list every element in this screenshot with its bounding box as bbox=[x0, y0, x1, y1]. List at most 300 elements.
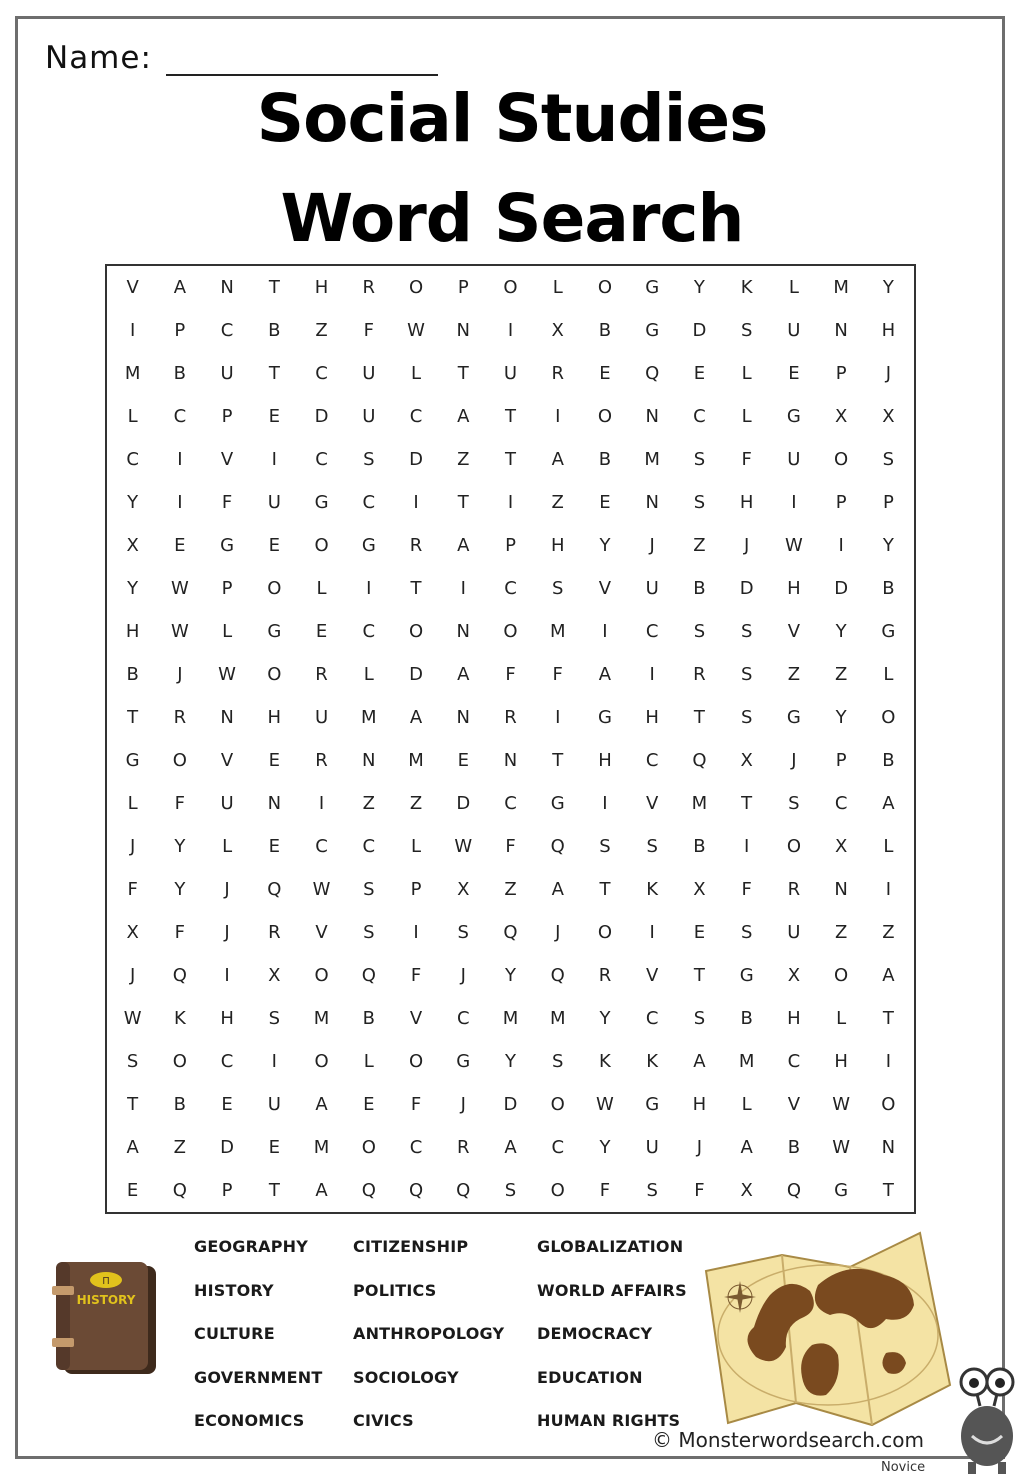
grid-letter[interactable]: L bbox=[222, 621, 233, 642]
grid-letter[interactable]: O bbox=[408, 621, 424, 642]
grid-letter[interactable]: O bbox=[172, 1051, 187, 1072]
grid-letter[interactable]: M bbox=[124, 363, 141, 384]
grid-letter[interactable]: B bbox=[598, 320, 612, 341]
grid-letter[interactable]: O bbox=[408, 1051, 424, 1072]
grid-letter[interactable]: N bbox=[456, 621, 470, 642]
grid-letter[interactable]: G bbox=[739, 965, 754, 986]
grid-letter[interactable]: R bbox=[362, 277, 376, 298]
grid-letter[interactable]: F bbox=[221, 492, 233, 513]
grid-letter[interactable]: R bbox=[598, 965, 612, 986]
grid-letter[interactable]: Y bbox=[504, 1051, 516, 1072]
grid-letter[interactable]: G bbox=[361, 535, 376, 556]
grid-letter[interactable]: D bbox=[409, 449, 423, 470]
grid-letter[interactable]: G bbox=[125, 750, 140, 771]
grid-letter[interactable]: E bbox=[221, 1094, 233, 1115]
grid-letter[interactable]: J bbox=[649, 535, 655, 556]
grid-letter[interactable]: B bbox=[268, 320, 281, 341]
grid-letter[interactable]: O bbox=[314, 965, 329, 986]
grid-letter[interactable]: Z bbox=[882, 922, 895, 943]
grid-letter[interactable]: H bbox=[645, 707, 659, 728]
grid-letter[interactable]: Y bbox=[127, 578, 139, 599]
grid-letter[interactable]: A bbox=[457, 664, 470, 685]
grid-letter[interactable]: U bbox=[220, 363, 234, 384]
grid-letter[interactable]: I bbox=[744, 836, 750, 857]
grid-letter[interactable]: T bbox=[599, 879, 611, 900]
grid-letter[interactable]: G bbox=[645, 320, 660, 341]
grid-letter[interactable]: W bbox=[170, 621, 189, 642]
grid-letter[interactable]: A bbox=[740, 1137, 753, 1158]
grid-letter[interactable]: A bbox=[882, 965, 895, 986]
grid-letter[interactable]: W bbox=[123, 1008, 142, 1029]
grid-letter[interactable]: P bbox=[221, 406, 233, 427]
grid-letter[interactable]: Z bbox=[457, 449, 470, 470]
grid-letter[interactable]: I bbox=[649, 664, 655, 685]
grid-letter[interactable]: A bbox=[173, 277, 187, 298]
grid-letter[interactable]: F bbox=[174, 793, 186, 814]
grid-letter[interactable]: S bbox=[740, 707, 753, 728]
grid-letter[interactable]: I bbox=[602, 793, 608, 814]
grid-letter[interactable]: U bbox=[645, 578, 659, 599]
grid-letter[interactable]: E bbox=[693, 922, 706, 943]
grid-letter[interactable]: N bbox=[456, 320, 470, 341]
grid-letter[interactable]: X bbox=[834, 406, 848, 427]
grid-letter[interactable]: L bbox=[316, 578, 327, 599]
grid-letter[interactable]: N bbox=[220, 707, 234, 728]
grid-letter[interactable]: H bbox=[787, 1008, 801, 1029]
grid-letter[interactable]: T bbox=[504, 406, 516, 427]
grid-letter[interactable]: Z bbox=[362, 793, 375, 814]
grid-letter[interactable]: Q bbox=[361, 965, 376, 986]
grid-letter[interactable]: G bbox=[834, 1180, 849, 1201]
grid-letter[interactable]: M bbox=[313, 1137, 330, 1158]
grid-letter[interactable]: W bbox=[312, 879, 331, 900]
grid-letter[interactable]: V bbox=[126, 277, 139, 298]
grid-letter[interactable]: D bbox=[692, 320, 707, 341]
grid-letter[interactable]: T bbox=[268, 1180, 280, 1201]
grid-letter[interactable]: U bbox=[645, 1137, 659, 1158]
grid-letter[interactable]: G bbox=[456, 1051, 471, 1072]
grid-letter[interactable]: H bbox=[787, 578, 801, 599]
grid-letter[interactable]: B bbox=[740, 1008, 753, 1029]
grid-letter[interactable]: B bbox=[693, 578, 706, 599]
grid-letter[interactable]: S bbox=[363, 449, 375, 470]
grid-letter[interactable]: Z bbox=[787, 664, 801, 685]
grid-letter[interactable]: T bbox=[268, 277, 280, 298]
grid-letter[interactable]: X bbox=[740, 1180, 753, 1201]
grid-letter[interactable]: J bbox=[555, 922, 561, 943]
grid-letter[interactable]: I bbox=[366, 578, 372, 599]
grid-letter[interactable]: F bbox=[410, 1094, 422, 1115]
grid-letter[interactable]: M bbox=[549, 1008, 566, 1029]
grid-letter[interactable]: R bbox=[504, 707, 517, 728]
grid-letter[interactable]: S bbox=[693, 492, 706, 513]
grid-letter[interactable]: C bbox=[645, 621, 659, 642]
grid-letter[interactable]: M bbox=[313, 1008, 330, 1029]
grid-letter[interactable]: I bbox=[177, 449, 183, 470]
grid-letter[interactable]: E bbox=[268, 836, 280, 857]
grid-letter[interactable]: O bbox=[597, 922, 613, 943]
name-write-line[interactable] bbox=[166, 74, 438, 76]
grid-letter[interactable]: Y bbox=[599, 535, 611, 556]
grid-letter[interactable]: V bbox=[598, 578, 612, 599]
grid-letter[interactable]: I bbox=[271, 1051, 277, 1072]
grid-letter[interactable]: X bbox=[787, 965, 801, 986]
grid-letter[interactable]: E bbox=[599, 492, 611, 513]
grid-letter[interactable]: I bbox=[129, 320, 136, 341]
grid-letter[interactable]: Z bbox=[173, 1137, 187, 1158]
grid-letter[interactable]: L bbox=[788, 277, 799, 298]
grid-letter[interactable]: L bbox=[127, 793, 138, 814]
grid-letter[interactable]: B bbox=[126, 664, 139, 685]
grid-letter[interactable]: T bbox=[504, 449, 516, 470]
grid-letter[interactable]: M bbox=[408, 750, 424, 771]
grid-letter[interactable]: S bbox=[882, 449, 895, 470]
grid-letter[interactable]: I bbox=[460, 578, 466, 599]
grid-letter[interactable]: U bbox=[787, 449, 801, 470]
grid-letter[interactable]: O bbox=[550, 1180, 565, 1201]
grid-letter[interactable]: C bbox=[126, 449, 139, 470]
grid-letter[interactable]: C bbox=[315, 836, 328, 857]
grid-letter[interactable]: U bbox=[314, 707, 329, 728]
grid-letter[interactable]: B bbox=[598, 449, 612, 470]
grid-letter[interactable]: D bbox=[220, 1137, 235, 1158]
grid-letter[interactable]: B bbox=[787, 1137, 801, 1158]
grid-letter[interactable]: B bbox=[173, 1094, 187, 1115]
grid-letter[interactable]: I bbox=[413, 922, 419, 943]
grid-letter[interactable]: A bbox=[693, 1051, 706, 1072]
grid-letter[interactable]: G bbox=[267, 621, 282, 642]
grid-letter[interactable]: W bbox=[784, 535, 803, 556]
grid-letter[interactable]: V bbox=[787, 621, 801, 642]
grid-letter[interactable]: O bbox=[361, 1137, 376, 1158]
grid-letter[interactable]: T bbox=[457, 363, 469, 384]
grid-letter[interactable]: D bbox=[314, 406, 329, 427]
grid-letter[interactable]: P bbox=[174, 320, 186, 341]
grid-letter[interactable]: Q bbox=[408, 1180, 424, 1201]
grid-letter[interactable]: O bbox=[834, 965, 849, 986]
grid-letter[interactable]: Q bbox=[267, 879, 282, 900]
grid-letter[interactable]: Q bbox=[172, 965, 187, 986]
grid-letter[interactable]: E bbox=[268, 535, 280, 556]
grid-letter[interactable]: R bbox=[173, 707, 187, 728]
grid-letter[interactable]: C bbox=[409, 406, 423, 427]
grid-letter[interactable]: Y bbox=[174, 836, 186, 857]
grid-letter[interactable]: T bbox=[882, 1008, 894, 1029]
grid-letter[interactable]: D bbox=[409, 664, 423, 685]
grid-letter[interactable]: O bbox=[834, 449, 849, 470]
grid-letter[interactable]: M bbox=[644, 449, 660, 470]
grid-letter[interactable]: R bbox=[551, 363, 564, 384]
grid-letter[interactable]: A bbox=[126, 1137, 139, 1158]
grid-letter[interactable]: N bbox=[881, 1137, 896, 1158]
grid-letter[interactable]: Z bbox=[834, 664, 848, 685]
grid-letter[interactable]: J bbox=[129, 965, 136, 986]
grid-letter[interactable]: F bbox=[363, 320, 374, 341]
grid-letter[interactable]: E bbox=[268, 406, 280, 427]
grid-letter[interactable]: O bbox=[314, 535, 329, 556]
grid-letter[interactable]: I bbox=[555, 406, 561, 427]
grid-letter[interactable]: S bbox=[740, 621, 753, 642]
grid-letter[interactable]: Z bbox=[551, 492, 564, 513]
grid-letter[interactable]: A bbox=[598, 664, 612, 685]
grid-letter[interactable]: Z bbox=[315, 320, 328, 341]
grid-letter[interactable]: L bbox=[741, 1094, 752, 1115]
grid-letter[interactable]: J bbox=[460, 1094, 466, 1115]
grid-letter[interactable]: L bbox=[411, 363, 422, 384]
grid-letter[interactable]: O bbox=[267, 664, 282, 685]
grid-letter[interactable]: D bbox=[739, 578, 754, 599]
grid-letter[interactable]: M bbox=[361, 707, 377, 728]
grid-letter[interactable]: B bbox=[882, 750, 895, 771]
grid-letter[interactable]: J bbox=[696, 1137, 703, 1158]
grid-letter[interactable]: F bbox=[552, 664, 563, 685]
grid-letter[interactable]: G bbox=[786, 707, 801, 728]
grid-letter[interactable]: I bbox=[838, 535, 844, 556]
grid-letter[interactable]: O bbox=[503, 277, 518, 298]
grid-letter[interactable]: W bbox=[832, 1137, 851, 1158]
grid-letter[interactable]: T bbox=[882, 1180, 894, 1201]
grid-letter[interactable]: W bbox=[454, 836, 473, 857]
grid-letter[interactable]: I bbox=[885, 879, 892, 900]
grid-letter[interactable]: K bbox=[173, 1008, 186, 1029]
grid-letter[interactable]: S bbox=[552, 1051, 564, 1072]
grid-letter[interactable]: V bbox=[787, 1094, 801, 1115]
grid-letter[interactable]: H bbox=[881, 320, 896, 341]
grid-letter[interactable]: L bbox=[836, 1008, 847, 1029]
grid-letter[interactable]: Q bbox=[550, 965, 565, 986]
grid-letter[interactable]: I bbox=[649, 922, 655, 943]
grid-letter[interactable]: Y bbox=[693, 277, 705, 298]
grid-letter[interactable]: J bbox=[224, 922, 230, 943]
grid-letter[interactable]: T bbox=[457, 492, 469, 513]
grid-letter[interactable]: A bbox=[457, 535, 470, 556]
grid-letter[interactable]: U bbox=[267, 492, 281, 513]
grid-letter[interactable]: Q bbox=[361, 1180, 376, 1201]
grid-letter[interactable]: O bbox=[550, 1094, 565, 1115]
grid-letter[interactable]: Y bbox=[127, 492, 139, 513]
grid-letter[interactable]: F bbox=[599, 1180, 611, 1201]
grid-letter[interactable]: A bbox=[315, 1180, 328, 1201]
grid-letter[interactable]: N bbox=[645, 406, 659, 427]
grid-letter[interactable]: S bbox=[363, 922, 375, 943]
grid-letter[interactable]: L bbox=[411, 836, 422, 857]
grid-letter[interactable]: D bbox=[834, 578, 849, 599]
grid-letter[interactable]: S bbox=[599, 836, 611, 857]
grid-letter[interactable]: W bbox=[407, 320, 425, 341]
grid-letter[interactable]: M bbox=[549, 621, 566, 642]
grid-letter[interactable]: Y bbox=[882, 535, 894, 556]
grid-letter[interactable]: Z bbox=[693, 535, 706, 556]
grid-letter[interactable]: T bbox=[127, 707, 139, 728]
grid-letter[interactable]: A bbox=[551, 449, 564, 470]
grid-letter[interactable]: S bbox=[740, 664, 753, 685]
grid-letter[interactable]: U bbox=[220, 793, 234, 814]
grid-letter[interactable]: S bbox=[788, 793, 800, 814]
grid-letter[interactable]: L bbox=[741, 363, 752, 384]
grid-letter[interactable]: W bbox=[832, 1094, 851, 1115]
grid-letter[interactable]: Q bbox=[503, 922, 518, 943]
grid-letter[interactable]: M bbox=[738, 1051, 755, 1072]
grid-letter[interactable]: H bbox=[314, 277, 329, 298]
grid-letter[interactable]: R bbox=[787, 879, 801, 900]
grid-letter[interactable]: C bbox=[315, 449, 328, 470]
grid-letter[interactable]: F bbox=[741, 449, 752, 470]
grid-letter[interactable]: E bbox=[268, 1137, 280, 1158]
grid-letter[interactable]: C bbox=[504, 578, 517, 599]
grid-letter[interactable]: F bbox=[505, 664, 516, 685]
grid-letter[interactable]: J bbox=[129, 836, 136, 857]
grid-letter[interactable]: N bbox=[503, 750, 518, 771]
grid-letter[interactable]: P bbox=[835, 363, 847, 384]
grid-letter[interactable]: E bbox=[268, 750, 280, 771]
grid-letter[interactable]: X bbox=[882, 406, 895, 427]
grid-letter[interactable]: I bbox=[791, 492, 797, 513]
grid-letter[interactable]: H bbox=[692, 1094, 707, 1115]
grid-letter[interactable]: Y bbox=[599, 1008, 611, 1029]
grid-letter[interactable]: N bbox=[220, 277, 234, 298]
grid-letter[interactable]: N bbox=[834, 879, 848, 900]
grid-letter[interactable]: V bbox=[409, 1008, 423, 1029]
grid-letter[interactable]: G bbox=[645, 1094, 660, 1115]
grid-letter[interactable]: G bbox=[220, 535, 235, 556]
grid-letter[interactable]: J bbox=[885, 363, 892, 384]
grid-letter[interactable]: I bbox=[507, 492, 514, 513]
grid-letter[interactable]: C bbox=[456, 1008, 470, 1029]
grid-letter[interactable]: C bbox=[551, 1137, 565, 1158]
grid-letter[interactable]: O bbox=[881, 707, 896, 728]
grid-letter[interactable]: U bbox=[503, 363, 518, 384]
grid-letter[interactable]: E bbox=[599, 363, 611, 384]
grid-letter[interactable]: X bbox=[740, 750, 753, 771]
grid-letter[interactable]: U bbox=[362, 406, 376, 427]
grid-letter[interactable]: C bbox=[315, 363, 328, 384]
grid-letter[interactable]: C bbox=[220, 1051, 234, 1072]
grid-letter[interactable]: C bbox=[220, 320, 234, 341]
grid-letter[interactable]: O bbox=[172, 750, 187, 771]
grid-letter[interactable]: I bbox=[555, 707, 561, 728]
grid-letter[interactable]: H bbox=[598, 750, 612, 771]
grid-letter[interactable]: I bbox=[885, 1051, 892, 1072]
grid-letter[interactable]: S bbox=[693, 1008, 706, 1029]
grid-letter[interactable]: L bbox=[552, 277, 563, 298]
grid-letter[interactable]: G bbox=[597, 707, 612, 728]
grid-letter[interactable]: E bbox=[363, 1094, 375, 1115]
grid-letter[interactable]: C bbox=[362, 492, 376, 513]
grid-letter[interactable]: S bbox=[646, 836, 658, 857]
grid-letter[interactable]: K bbox=[740, 277, 753, 298]
grid-letter[interactable]: R bbox=[409, 535, 423, 556]
grid-letter[interactable]: X bbox=[457, 879, 470, 900]
grid-letter[interactable]: J bbox=[791, 750, 797, 771]
grid-letter[interactable]: Q bbox=[456, 1180, 471, 1201]
grid-letter[interactable]: A bbox=[315, 1094, 328, 1115]
grid-letter[interactable]: G bbox=[786, 406, 801, 427]
grid-letter[interactable]: E bbox=[126, 1180, 139, 1201]
grid-letter[interactable]: C bbox=[362, 621, 376, 642]
grid-letter[interactable]: J bbox=[744, 535, 750, 556]
grid-letter[interactable]: L bbox=[883, 664, 894, 685]
grid-letter[interactable]: S bbox=[268, 1008, 281, 1029]
grid-letter[interactable]: O bbox=[267, 578, 282, 599]
grid-letter[interactable]: P bbox=[410, 879, 422, 900]
grid-letter[interactable]: C bbox=[645, 1008, 659, 1029]
grid-letter[interactable]: U bbox=[267, 1094, 281, 1115]
grid-letter[interactable]: O bbox=[597, 406, 613, 427]
grid-letter[interactable]: K bbox=[646, 879, 659, 900]
grid-letter[interactable]: M bbox=[502, 1008, 519, 1029]
grid-letter[interactable]: X bbox=[126, 535, 139, 556]
grid-letter[interactable]: I bbox=[271, 449, 277, 470]
grid-letter[interactable]: N bbox=[362, 750, 376, 771]
grid-letter[interactable]: P bbox=[505, 535, 516, 556]
grid-letter[interactable]: D bbox=[503, 1094, 518, 1115]
grid-letter[interactable]: Z bbox=[834, 922, 848, 943]
grid-letter[interactable]: F bbox=[410, 965, 422, 986]
grid-letter[interactable]: F bbox=[505, 836, 516, 857]
grid-letter[interactable]: C bbox=[409, 1137, 423, 1158]
grid-letter[interactable]: N bbox=[267, 793, 282, 814]
grid-letter[interactable]: R bbox=[268, 922, 281, 943]
grid-letter[interactable]: K bbox=[646, 1051, 659, 1072]
grid-letter[interactable]: J bbox=[177, 664, 183, 685]
grid-letter[interactable]: T bbox=[552, 750, 564, 771]
grid-letter[interactable]: V bbox=[220, 750, 234, 771]
grid-letter[interactable]: U bbox=[787, 320, 801, 341]
grid-letter[interactable]: P bbox=[882, 492, 894, 513]
grid-letter[interactable]: N bbox=[834, 320, 848, 341]
grid-letter[interactable]: H bbox=[834, 1051, 848, 1072]
grid-letter[interactable]: C bbox=[834, 793, 848, 814]
grid-letter[interactable]: A bbox=[882, 793, 895, 814]
grid-letter[interactable]: T bbox=[410, 578, 422, 599]
grid-letter[interactable]: H bbox=[125, 621, 140, 642]
grid-letter[interactable]: W bbox=[218, 664, 236, 685]
grid-letter[interactable]: I bbox=[602, 621, 608, 642]
grid-letter[interactable]: L bbox=[222, 836, 233, 857]
grid-letter[interactable]: T bbox=[693, 965, 705, 986]
grid-letter[interactable]: S bbox=[363, 879, 375, 900]
grid-letter[interactable]: X bbox=[693, 879, 706, 900]
grid-letter[interactable]: G bbox=[881, 621, 896, 642]
grid-letter[interactable]: S bbox=[457, 922, 469, 943]
grid-letter[interactable]: S bbox=[646, 1180, 658, 1201]
grid-letter[interactable]: T bbox=[741, 793, 753, 814]
grid-letter[interactable]: Q bbox=[692, 750, 707, 771]
grid-letter[interactable]: W bbox=[170, 578, 189, 599]
grid-letter[interactable]: R bbox=[457, 1137, 470, 1158]
grid-letter[interactable]: O bbox=[881, 1094, 896, 1115]
grid-letter[interactable]: P bbox=[221, 1180, 233, 1201]
grid-letter[interactable]: Y bbox=[882, 277, 894, 298]
grid-letter[interactable]: I bbox=[413, 492, 419, 513]
grid-letter[interactable]: C bbox=[787, 1051, 801, 1072]
grid-letter[interactable]: I bbox=[318, 793, 325, 814]
grid-letter[interactable]: C bbox=[173, 406, 187, 427]
grid-letter[interactable]: C bbox=[362, 836, 376, 857]
grid-letter[interactable]: R bbox=[315, 750, 328, 771]
grid-letter[interactable]: Y bbox=[504, 965, 516, 986]
grid-letter[interactable]: S bbox=[693, 621, 706, 642]
grid-letter[interactable]: A bbox=[409, 707, 423, 728]
grid-letter[interactable]: R bbox=[315, 664, 328, 685]
grid-letter[interactable]: H bbox=[739, 492, 754, 513]
grid-letter[interactable]: L bbox=[883, 836, 894, 857]
grid-letter[interactable]: P bbox=[457, 277, 469, 298]
grid-letter[interactable]: Y bbox=[599, 1137, 611, 1158]
grid-letter[interactable]: Q bbox=[645, 363, 660, 384]
grid-letter[interactable]: V bbox=[646, 965, 659, 986]
grid-letter[interactable]: X bbox=[551, 320, 564, 341]
